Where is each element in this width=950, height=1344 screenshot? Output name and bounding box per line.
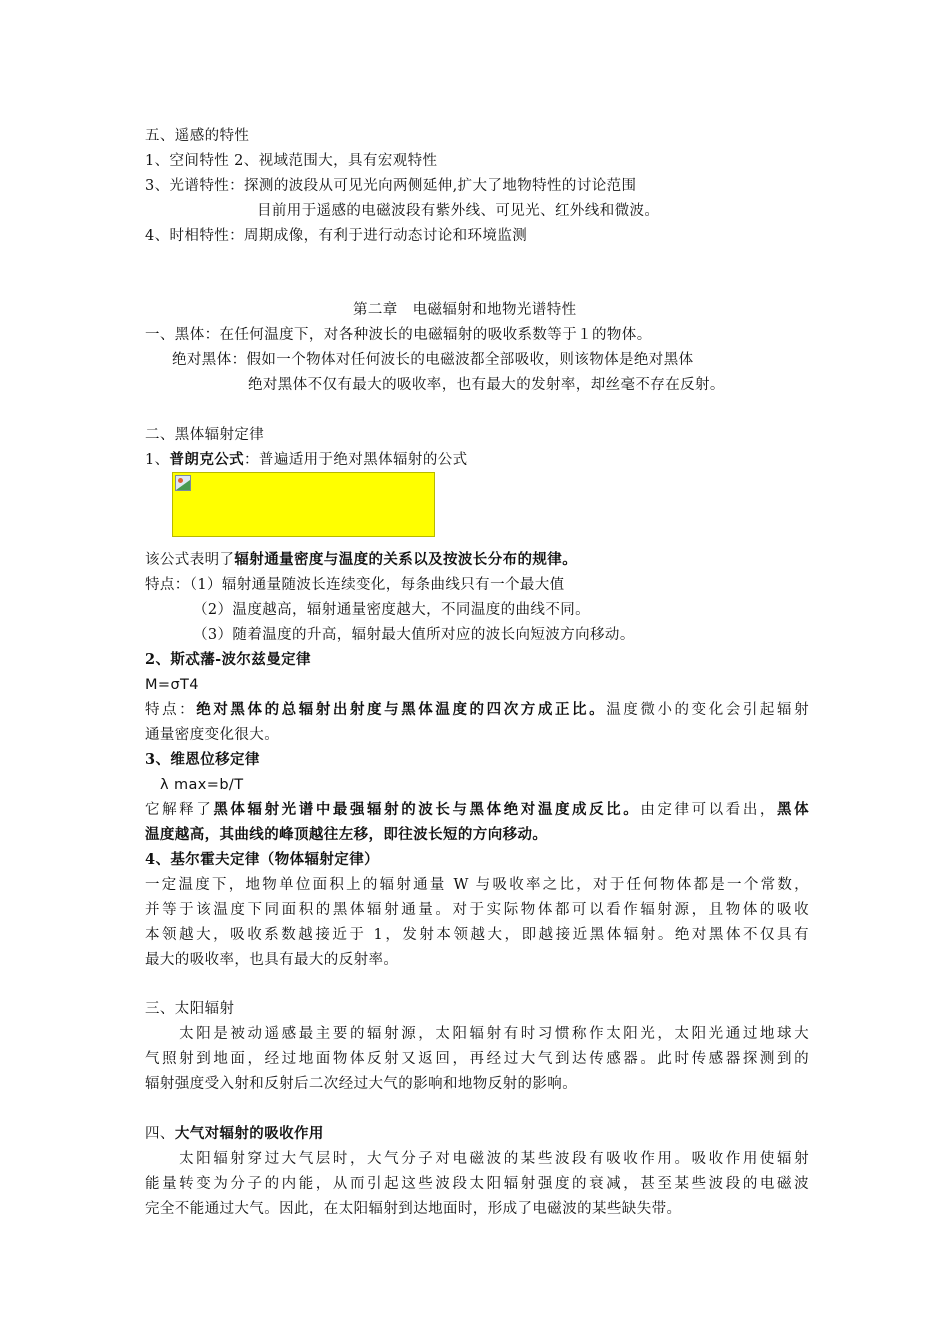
text-line: 1、空间特性 2、视域范围大，具有宏观特性 — [145, 153, 438, 169]
bold-span: 黑体辐射光谱中最强辐射的波长与黑体绝对温度成反比。 — [213, 801, 641, 818]
planck-heading — [145, 450, 468, 470]
section-title: 五、遥感的特性 — [145, 128, 250, 144]
text-line: 辐射强度受入射和反射后二次经过大气的影响和地物反射的影响。 — [145, 1076, 578, 1092]
bold-span: 大气对辐射的吸收作用 — [174, 1125, 324, 1142]
chapter-title: 第二章 电磁辐射和地物光谱特性 — [353, 302, 577, 318]
broken-image-icon — [175, 475, 191, 491]
text-line: 能量转变为分子的内能，从而引起这些波段太阳辐射强度的衰减，甚至某些波段的电磁波 — [145, 1176, 809, 1192]
formula: M=σT4 — [145, 677, 199, 693]
text-line: 并等于该温度下同面积的黑体辐射通量。对于实际物体都可以看作辐射源，且物体的吸收 — [145, 902, 809, 918]
planck-name: 普朗克公式 — [169, 451, 245, 468]
text-line: 通量密度变化很大。 — [145, 727, 280, 743]
text-line: 最大的吸收率，也具有最大的反射率。 — [145, 952, 399, 968]
text-line: 本领越大，吸收系数越接近于 1，发射本领越大，即越接近黑体辐射。绝对黑体不仅具有 — [145, 927, 809, 943]
bold-span: 辐射通量密度与温度的关系以及按波长分布的规律。 — [234, 551, 578, 568]
text-line — [145, 700, 809, 720]
text-span: 它解释了 — [145, 802, 214, 818]
text-line — [145, 800, 809, 820]
subsection-title: 4、基尔霍夫定律（物体辐射定律） — [145, 851, 379, 868]
text-line: 温度越高，其曲线的峰顶越往左移，即往波长短的方向移动。 — [145, 826, 548, 843]
text-line: 一定温度下，地物单位面积上的辐射通量 W 与吸收率之比，对于任何物体都是一个常数， — [145, 877, 809, 893]
text-span: 四、 — [145, 1126, 175, 1142]
planck-formula-image — [172, 472, 435, 537]
text-line: 气照射到地面，经过地面物体反射又返回，再经过大气到达传感器。此时传感器探测到的 — [145, 1051, 809, 1067]
planck-desc: ：普遍适用于绝对黑体辐射的公式 — [244, 452, 468, 468]
text-line: 一、黑体：在任何温度下，对各种波长的电磁辐射的吸收系数等于１的物体。 — [145, 327, 652, 343]
section-title — [145, 1124, 324, 1144]
text-line: 特点：（1）辐射通量随波长连续变化，每条曲线只有一个最大值 — [145, 577, 565, 593]
text-line: 绝对黑体不仅有最大的吸收率，也有最大的发射率，却丝毫不存在反射。 — [248, 377, 725, 393]
text-line: （2）温度越高，辐射通量密度越大，不同温度的曲线不同。 — [193, 602, 591, 618]
text-span: 该公式表明了 — [145, 552, 235, 568]
bold-span: 黑体 — [777, 801, 809, 818]
text-span: 由定律可以看出， — [640, 802, 778, 818]
planck-explanation — [145, 550, 577, 570]
text-line: 3、光谱特性：探测的波段从可见光向两侧延伸,扩大了地物特性的讨论范围 — [145, 178, 637, 194]
formula: λ max=b/T — [160, 777, 244, 793]
text-line: 完全不能通过大气。因此，在太阳辐射到达地面时，形成了电磁波的某些缺失带。 — [145, 1201, 682, 1217]
section-title: 二、黑体辐射定律 — [145, 427, 265, 443]
text-span: 温度微小的变化会引起辐射 — [606, 702, 809, 718]
text-line: 太阳是被动遥感最主要的辐射源，太阳辐射有时习惯称作太阳光，太阳光通过地球大 — [145, 1026, 809, 1042]
planck-number: 1、 — [145, 452, 170, 468]
text-line: （3）随着温度的升高，辐射最大值所对应的波长向短波方向移动。 — [193, 627, 635, 643]
section-title: 三、太阳辐射 — [145, 1001, 235, 1017]
subsection-title: 3、维恩位移定律 — [145, 751, 260, 768]
text-line: 绝对黑体：假如一个物体对任何波长的电磁波都全部吸收，则该物体是绝对黑体 — [172, 352, 694, 368]
bold-span: 绝对黑体的总辐射出射度与黑体温度的四次方成正比。 — [196, 701, 607, 718]
subsection-title: 2、斯忒藩-波尔兹曼定律 — [145, 651, 311, 668]
text-span: 特点： — [145, 702, 197, 718]
text-line: 太阳辐射穿过大气层时，大气分子对电磁波的某些波段有吸收作用。吸收作用使辐射 — [145, 1151, 809, 1167]
text-line: 目前用于遥感的电磁波段有紫外线、可见光、红外线和微波。 — [257, 203, 660, 219]
text-line: 4、时相特性：周期成像，有利于进行动态讨论和环境监测 — [145, 228, 528, 244]
